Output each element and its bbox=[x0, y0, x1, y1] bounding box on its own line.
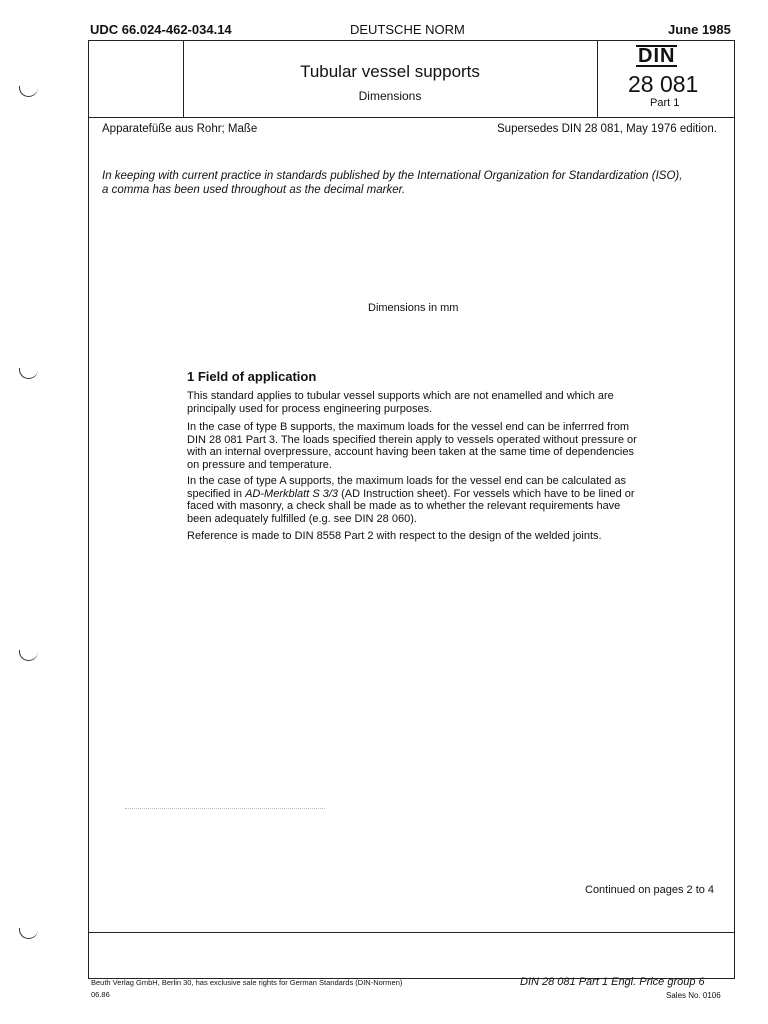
ad-merkblatt-reference: AD-Merkblatt S 3/3 bbox=[245, 487, 339, 500]
din-number: 28 081 bbox=[628, 71, 699, 97]
footer-code: 06.86 bbox=[91, 990, 110, 999]
paragraph-welding-reference: Reference is made to DIN 8558 Part 2 with respect to the design of the welded joints. bbox=[187, 530, 602, 542]
footer-sales-number: Sales No. 0106 bbox=[666, 991, 721, 1000]
dimensions-note: Dimensions in mm bbox=[368, 302, 459, 314]
din-logo: DIN bbox=[638, 45, 676, 67]
iso-note-line-1: In keeping with current practice in standards published by the International Organization for Standardization (ISO), bbox=[102, 170, 683, 182]
iso-decimal-note bbox=[102, 169, 722, 197]
din-part: Part 1 bbox=[650, 97, 680, 109]
bottom-rule bbox=[88, 932, 735, 933]
binder-hole-mark bbox=[19, 86, 38, 97]
title-divider-right bbox=[597, 40, 598, 118]
binder-hole-mark bbox=[19, 650, 38, 661]
paragraph-type-b: In the case of type B supports, the maximum loads for the vessel end can be inferrred from DIN 28 081 Part 3. The loads specified therein apply to vessels operated without pressure or with an internal overpressure, account having been taken at the same time of dependencies on pressure and temperature. bbox=[187, 421, 637, 471]
binder-hole-mark bbox=[19, 928, 38, 939]
supersedes-note: Supersedes DIN 28 081, May 1976 edition. bbox=[497, 123, 717, 135]
continued-note: Continued on pages 2 to 4 bbox=[585, 884, 715, 896]
footer-reference: DIN 28 081 Part 1 Engl. Price group 6 bbox=[520, 976, 705, 988]
section-heading: 1 Field of application bbox=[187, 369, 317, 384]
publication-date: June 1985 bbox=[668, 22, 731, 37]
binder-hole-mark bbox=[19, 368, 38, 379]
iso-note-line-2: a comma has been used throughout as the decimal marker. bbox=[102, 184, 406, 196]
paragraph-type-a bbox=[187, 475, 647, 525]
paragraph-scope: This standard applies to tubular vessel supports which are not enamelled and which are principally used for process engineering purposes. bbox=[187, 390, 614, 415]
paragraph-type-a-end: (AD Instruction sheet). For vessels which have to be lined or faced with masonry, a check shall be made as to whether the relevant requirements have been adequately fulfilled (e.g. see DIN 28 060). bbox=[187, 487, 635, 525]
faint-scan-marks bbox=[125, 808, 325, 813]
paragraph-type-a-start: In the case of type A supports, the maximum loads for the vessel end can be calculated as specified in bbox=[187, 475, 627, 500]
footer-publisher: Beuth Verlag GmbH, Berlin 30, has exclusive sale rights for German Standards (DIN-Normen) bbox=[91, 978, 403, 987]
udc-code: UDC 66.024-462-034.14 bbox=[90, 22, 232, 37]
document-subtitle: Dimensions bbox=[358, 89, 422, 103]
document-title: Tubular vessel supports bbox=[300, 62, 480, 81]
german-title: Apparatefüße aus Rohr; Maße bbox=[102, 123, 258, 135]
norm-label: DEUTSCHE NORM bbox=[350, 22, 465, 37]
